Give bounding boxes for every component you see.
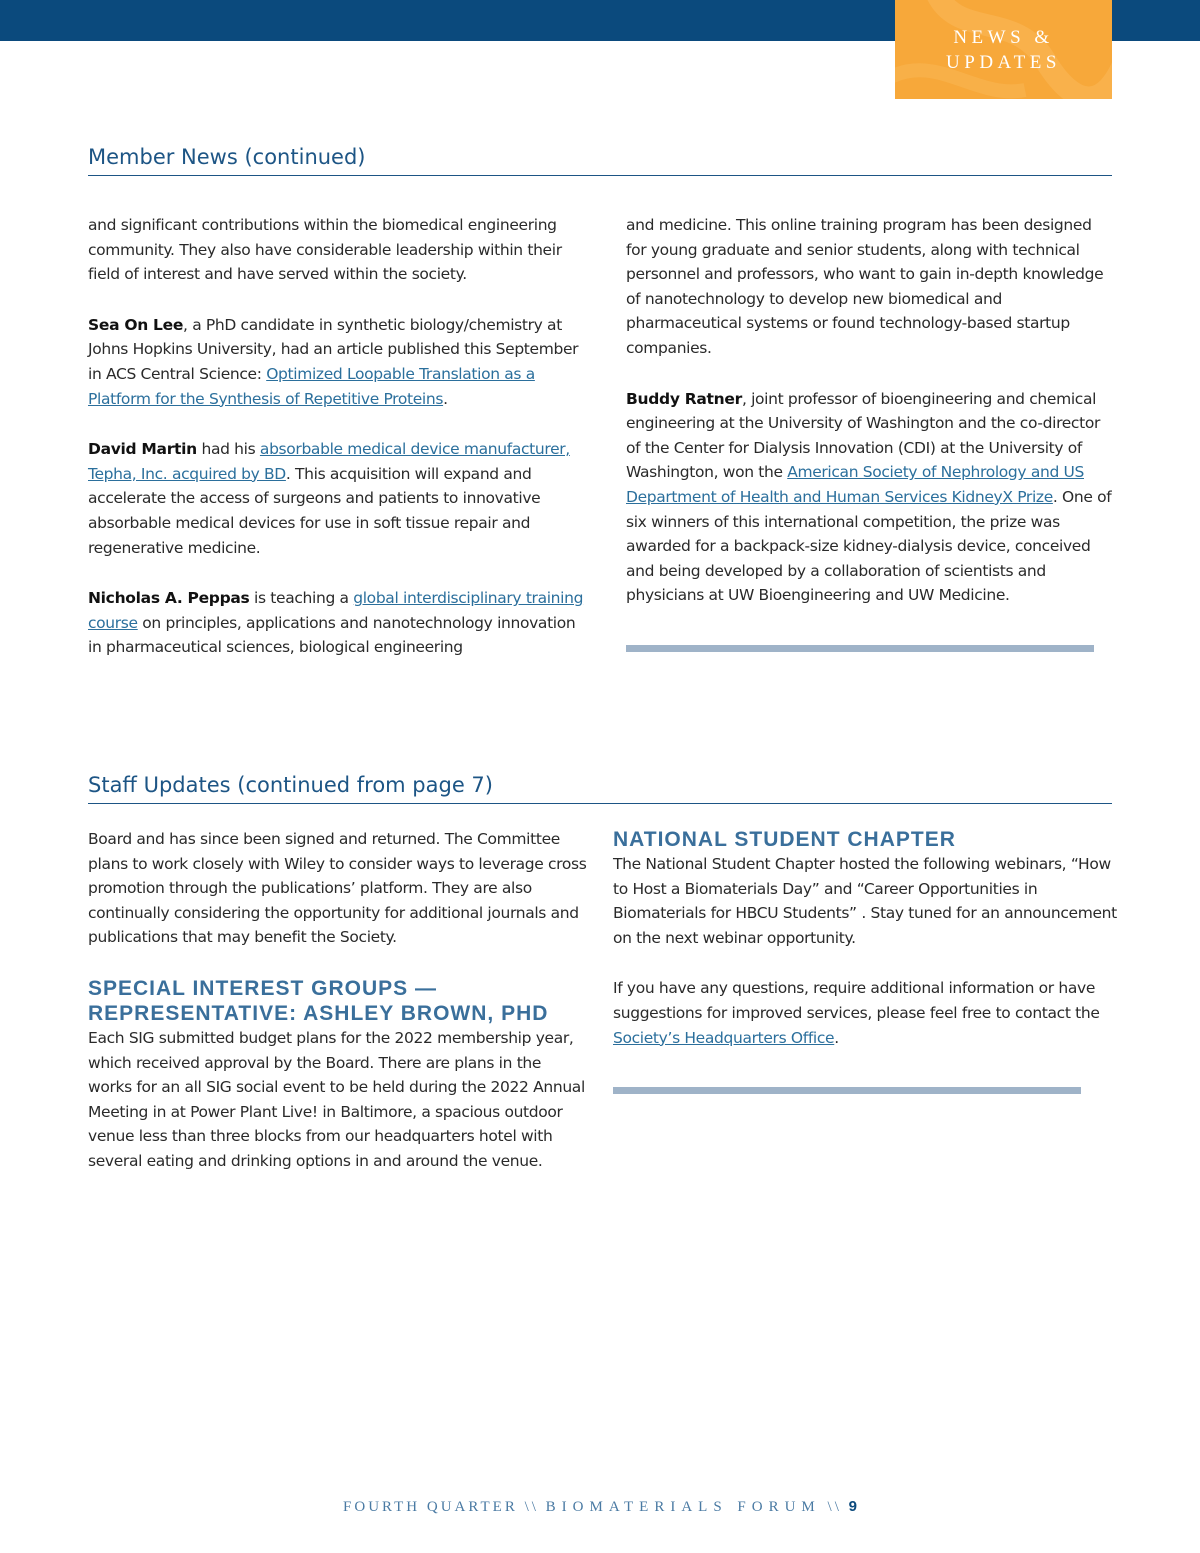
text: , a PhD candidate in synthetic biology/chemistry at Johns Hopkins University, had an article published this September in ACS Central Science:: [88, 315, 579, 383]
section-tab-label: [895, 25, 1112, 75]
text: , joint professor of bioengineering and chemical engineering at the University of Washington and the co-director of the Center for Dialysis Innovation (CDI) at the University of Washington, won the: [626, 389, 1100, 482]
paragraph-sea-on-lee: [88, 313, 588, 411]
paragraph: and significant contributions within the biomedical engineering community. They also have considerable leadership within their field of interest and have served within the society.: [88, 216, 562, 284]
paragraph-buddy-ratner: [626, 387, 1112, 608]
text: If you have any questions, require additional information or have suggestions for improved services, please feel free to contact the: [613, 979, 1100, 1022]
article-link[interactable]: Optimized Loopable Translation as a Platform for the Synthesis of Repetitive Proteins: [88, 364, 535, 408]
text: on principles, applications and nanotechnology innovation in pharmaceutical sciences, biological engineering: [88, 613, 576, 657]
paragraph-contact: [613, 976, 1118, 1050]
person-name: Nicholas A. Peppas: [88, 589, 250, 608]
person-name: David Martin: [88, 440, 197, 459]
staff-updates-right-column: [613, 827, 1118, 1076]
paragraph: Board and has since been signed and returned. The Committee plans to work closely with Wiley to consider ways to leverage cross promotion through the publications’ platform. They are also continually considering the opportunity for additional journals and publications that may benefit the Society.: [88, 830, 587, 947]
nsc-heading: NATIONAL STUDENT CHAPTER: [613, 828, 956, 851]
person-name: Sea On Lee: [88, 315, 184, 334]
member-news-right-column: [626, 213, 1112, 634]
staff-updates-title: Staff Updates (continued from page 7): [88, 773, 1112, 804]
headquarters-link[interactable]: Society’s Headquarters Office: [613, 1028, 835, 1047]
course-link[interactable]: global interdisciplinary training course: [88, 589, 584, 632]
text: . This acquisition will expand and accelerate the access of surgeons and patients to innovative absorbable medical devices for use in soft tissue repair and regenerative medicine.: [88, 464, 541, 557]
paragraph-nsc: The National Student Chapter hosted the following webinars, “How to Host a Biomaterials Day” and “Career Opportunities in Biomaterials for HBCU Students” . Stay tuned for an announcement on the next webinar opportunity.: [613, 855, 1117, 947]
sig-heading: [88, 976, 588, 1026]
footer-separator: \\: [524, 1499, 539, 1515]
section-end-rule: [626, 645, 1094, 652]
paragraph: and medicine. This online training program has been designed for young graduate and senior students, along with technical personnel and professors, who want to gain in-depth knowledge of nanotechnology to develop new biomedical and pharmaceutical systems or found technology-based startup companies.: [626, 216, 1104, 357]
footer-issue: FOURTH QUARTER: [343, 1499, 518, 1515]
text: had his: [196, 440, 260, 459]
text: .: [834, 1028, 839, 1047]
paragraph-nicholas-peppas: [88, 586, 588, 660]
text: . One of six winners of this international competition, the prize was awarded for a backpack-size kidney-dialysis device, conceived and being developed by a collaboration of scientists and physicians at UW Bioengineering and UW Medicine.: [626, 487, 1112, 605]
prize-link[interactable]: American Society of Nephrology and US Department of Health and Human Services KidneyX Prize: [626, 463, 1084, 506]
acquisition-link[interactable]: absorbable medical device manufacturer, Tepha, Inc. acquired by BD: [88, 440, 570, 483]
sig-heading-line2: REPRESENTATIVE: ASHLEY BROWN, PHD: [88, 1001, 549, 1025]
page-footer: [0, 1498, 1200, 1516]
text: is teaching a: [249, 589, 354, 608]
tab-label-line2: UPDATES: [946, 52, 1061, 73]
tab-label-line1: NEWS &: [953, 27, 1054, 48]
paragraph-david-martin: [88, 437, 588, 560]
staff-updates-left-column: [88, 827, 588, 1200]
footer-separator: \\: [827, 1499, 842, 1515]
footer-publication: BIOMATERIALS FORUM: [545, 1499, 821, 1515]
text: .: [443, 389, 448, 408]
section-end-rule: [613, 1087, 1081, 1094]
person-name: Buddy Ratner: [626, 389, 742, 408]
paragraph-sig: Each SIG submitted budget plans for the 2022 membership year, which received approval by the Board. There are plans in the works for an all SIG social event to be held during the 2022 Annual Meeting in at Power Plant Live! in Baltimore, a spacious outdoor venue less than three blocks from our headquarters hotel with several eating and drinking options in and around the venue.: [88, 1028, 585, 1170]
member-news-left-column: [88, 213, 588, 686]
section-tab: [895, 0, 1112, 99]
sig-heading-line1: SPECIAL INTEREST GROUPS —: [88, 976, 437, 1000]
member-news-title: Member News (continued): [88, 145, 1112, 176]
page-number: 9: [848, 1498, 857, 1515]
